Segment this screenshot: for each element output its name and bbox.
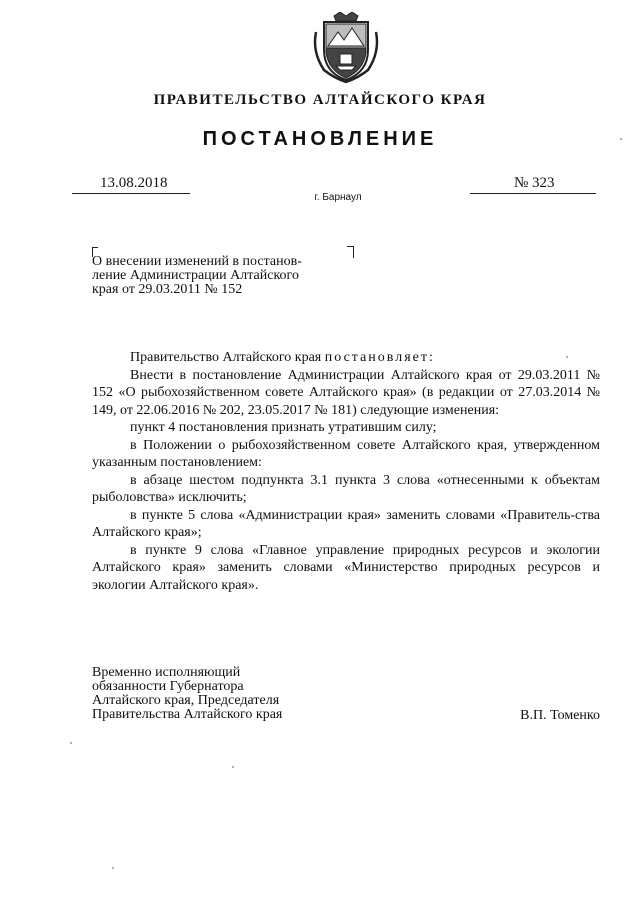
document-city: г. Барнаул [314, 192, 362, 203]
document-type: ПОСТАНОВЛЕНИЕ [202, 128, 438, 150]
signatory-position: Временно исполняющий обязанности Губернатора Алтайского края, Председателя Правительства Алтайского края [92, 665, 283, 722]
organization-name: ПРАВИТЕЛЬСТВО АЛТАЙСКОГО КРАЯ [153, 92, 487, 108]
document-date: 13.08.2018 [100, 175, 168, 191]
document-subject: О внесении изменений в постанов- ление Администрации Алтайского края от 29.03.2011 № 152 [92, 254, 302, 297]
signatory-name: В.П. Томенко [520, 708, 600, 723]
preamble-verb: постановляет: [324, 350, 435, 365]
altai-krai-coat-of-arms-icon [310, 12, 382, 84]
document-number: № 323 [514, 175, 555, 191]
body-paragraph: в Положении о рыбохозяйственном совете Алтайского края, утвержденном указанным постановлением: [92, 437, 600, 470]
body-paragraph: в пункте 9 слова «Главное управление природных ресурсов и экологии Алтайского края» заменить словами «Министерство природных ресурсов и экологии Алтайского края». [92, 542, 600, 593]
body-paragraph: в пункте 5 слова «Администрации края» заменить словами «Правитель-ства Алтайского края»; [92, 507, 600, 540]
preamble [92, 349, 600, 367]
scan-speck [232, 766, 234, 768]
scan-speck [566, 356, 568, 358]
scan-speck [112, 867, 114, 869]
body-paragraph: Внести в постановление Администрации Алтайского края от 29.03.2011 № 152 «О рыбохозяйственном совете Алтайского края» (в редакции от 27.03.2014 № 149, от 22.06.2016 № 202, 23.05.2017 № 181) следующие изменения: [92, 367, 600, 418]
document-body [92, 349, 600, 594]
body-paragraph: пункт 4 постановления признать утратившим силу; [130, 420, 437, 435]
preamble-prefix: Правительство Алтайского края [130, 350, 325, 365]
body-paragraph: в абзаце шестом подпункта 3.1 пункта 3 слова «отнесенными к объектам рыболовства» исключить; [92, 472, 600, 505]
scan-speck [70, 742, 72, 744]
scan-speck [620, 138, 622, 140]
